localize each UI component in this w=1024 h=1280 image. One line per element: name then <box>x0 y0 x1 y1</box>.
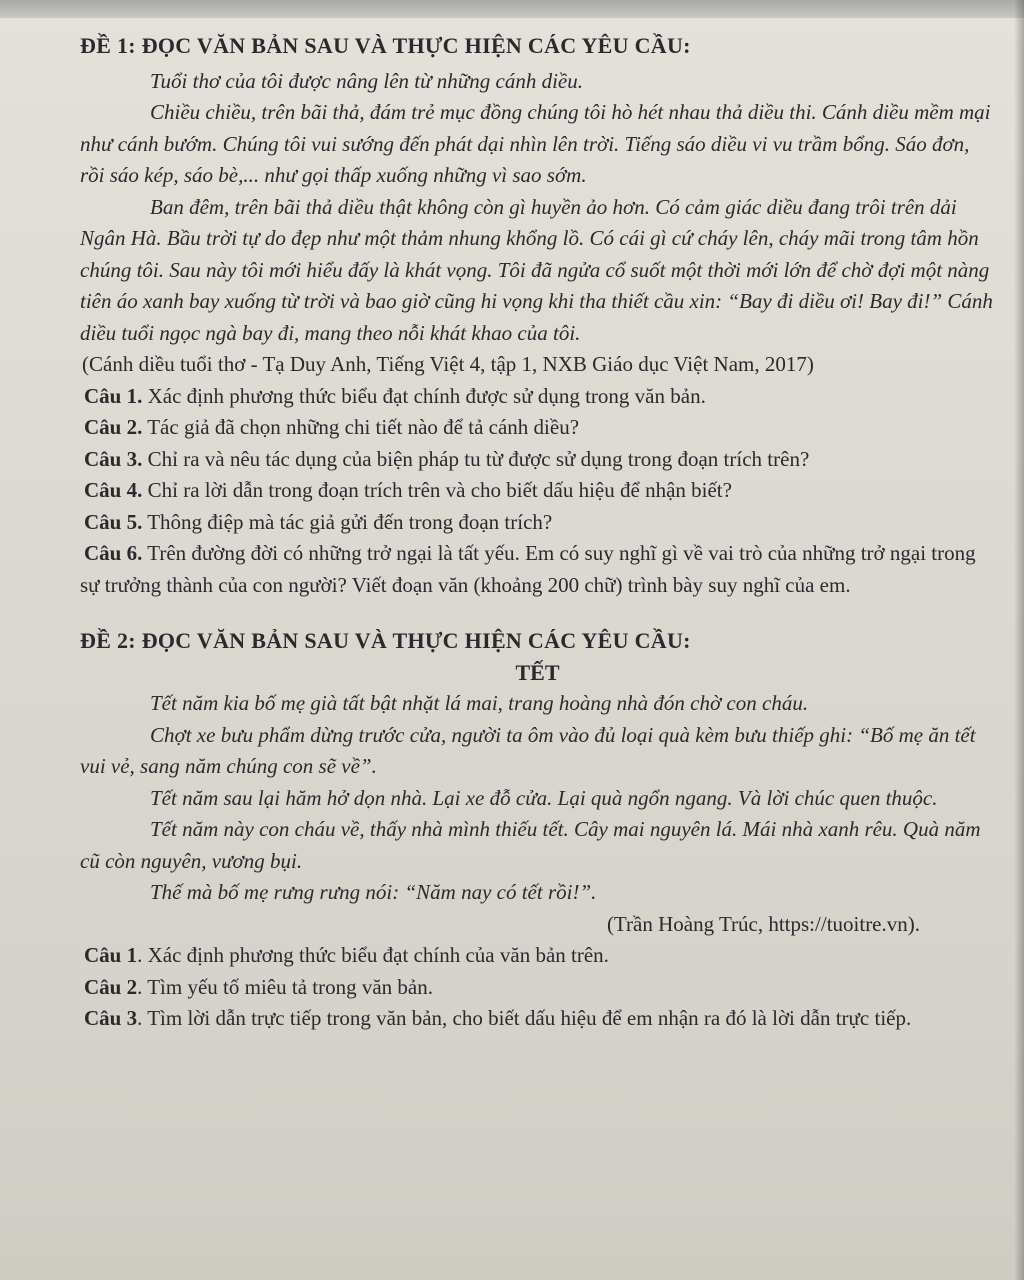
de2-paragraph-4: Tết năm này con cháu về, thấy nhà mình thiếu tết. Cây mai nguyên lá. Mái nhà xanh rêu. Quà năm cũ còn nguyên, vương bụi. <box>80 817 981 873</box>
question-label: Câu 1 <box>84 943 138 967</box>
de1-question-5 <box>80 507 995 539</box>
top-edge <box>0 0 1024 18</box>
de2-question-3 <box>80 1003 995 1035</box>
de1-question-4 <box>80 475 995 507</box>
de1-question-2 <box>80 412 995 444</box>
section-gap <box>80 601 995 625</box>
question-text: . Tìm yếu tố miêu tả trong văn bản. <box>137 974 433 999</box>
de2-question-1 <box>80 940 995 972</box>
right-edge-shadow <box>1014 0 1024 1280</box>
de2-paragraph-3: Tết năm sau lại hăm hở dọn nhà. Lại xe đỗ cửa. Lại quà ngổn ngang. Và lời chúc quen thuộc. <box>150 785 938 810</box>
question-text: Xác định phương thức biểu đạt chính được sử dụng trong văn bản. <box>142 383 706 408</box>
de1-question-6 <box>80 538 995 601</box>
question-text: . Xác định phương thức biểu đạt chính của văn bản trên. <box>137 943 609 967</box>
de1-paragraph-2: Chiều chiều, trên bãi thả, đám trẻ mục đồng chúng tôi hò hét nhau thả diều thi. Cánh diều mềm mại như cánh bướm. Chúng tôi vui sướng đến phát dại nhìn lên trời. Tiếng sáo diều vi vu trầm bổng. Sáo đơn, rồi sáo kép, sáo bè,... như gọi thấp xuống những vì sao sớm. <box>80 100 991 187</box>
question-label: Câu 4. <box>84 478 143 502</box>
question-label: Câu 3 <box>84 1006 138 1030</box>
question-text: Thông điệp mà tác giả gửi đến trong đoạn trích? <box>142 509 553 534</box>
question-label: Câu 1. <box>84 383 143 408</box>
question-text: . Tìm lời dẫn trực tiếp trong văn bản, cho biết dấu hiệu để em nhận ra đó là lời dẫn trực tiếp. <box>137 1006 912 1030</box>
de1-paragraph-1: Tuổi thơ của tôi được nâng lên từ những cánh diều. <box>150 68 583 93</box>
de1-paragraph-3: Ban đêm, trên bãi thả diều thật không còn gì huyền ảo hơn. Có cảm giác diều đang trôi trên dải Ngân Hà. Bầu trời tự do đẹp như một thảm nhung khổng lồ. Có cái gì cứ cháy lên, cháy mãi trong tâm hồn chúng tôi. Sau này tôi mới hiểu đấy là khát vọng. Tôi đã ngửa cổ suốt một thời mới lớn để chờ đợi một nàng tiên áo xanh bay xuống từ trời và bao giờ cũng hi vọng khi tha thiết cầu xin: “Bay đi diều ơi! Bay đi!” Cánh diều tuổi ngọc ngà bay đi, mang theo nỗi khát khao của tôi. <box>80 194 993 345</box>
question-text: Trên đường đời có những trở ngại là tất yếu. Em có suy nghĩ gì về vai trò của những trở ngại trong sự trưởng thành của con người? Viết đoạn văn (khoảng 200 chữ) trình bày suy nghĩ của em. <box>80 541 976 597</box>
question-label: Câu 2. <box>84 415 143 439</box>
de1-title: ĐỀ 1: ĐỌC VĂN BẢN SAU VÀ THỰC HIỆN CÁC YÊU CẦU: <box>80 33 691 58</box>
question-label: Câu 2 <box>84 974 138 999</box>
de1-source: (Cánh diều tuổi thơ - Tạ Duy Anh, Tiếng Việt 4, tập 1, NXB Giáo dục Việt Nam, 2017) <box>82 352 814 376</box>
de2-paragraph-5: Thế mà bố mẹ rưng rưng nói: “Năm nay có tết rồi!”. <box>150 880 597 904</box>
de1-question-1 <box>80 381 995 413</box>
de2-title: ĐỀ 2: ĐỌC VĂN BẢN SAU VÀ THỰC HIỆN CÁC YÊU CẦU: <box>80 628 691 653</box>
question-text: Tác giả đã chọn những chi tiết nào để tả cánh diều? <box>142 415 580 439</box>
de2-source: (Trần Hoàng Trúc, https://tuoitre.vn). <box>606 911 920 936</box>
de2-question-2 <box>80 972 995 1004</box>
question-text: Chỉ ra lời dẫn trong đoạn trích trên và cho biết dấu hiệu để nhận biết? <box>142 478 732 502</box>
question-label: Câu 3. <box>84 446 143 471</box>
de2-paragraph-1: Tết năm kia bố mẹ già tất bật nhặt lá mai, trang hoàng nhà đón chờ con cháu. <box>150 691 809 715</box>
document-body <box>80 30 995 1035</box>
question-text: Chỉ ra và nêu tác dụng của biện pháp tu từ được sử dụng trong đoạn trích trên? <box>142 446 810 471</box>
question-label: Câu 5. <box>84 509 143 534</box>
de2-subtitle: TẾT <box>515 659 560 685</box>
de1-question-3 <box>80 444 995 476</box>
de2-paragraph-2: Chợt xe bưu phẩm dừng trước cửa, người ta ôm vào đủ loại quà kèm bưu thiếp ghi: “Bố mẹ ăn tết vui vẻ, sang năm chúng con sẽ về”. <box>80 722 976 778</box>
question-label: Câu 6. <box>84 541 143 565</box>
